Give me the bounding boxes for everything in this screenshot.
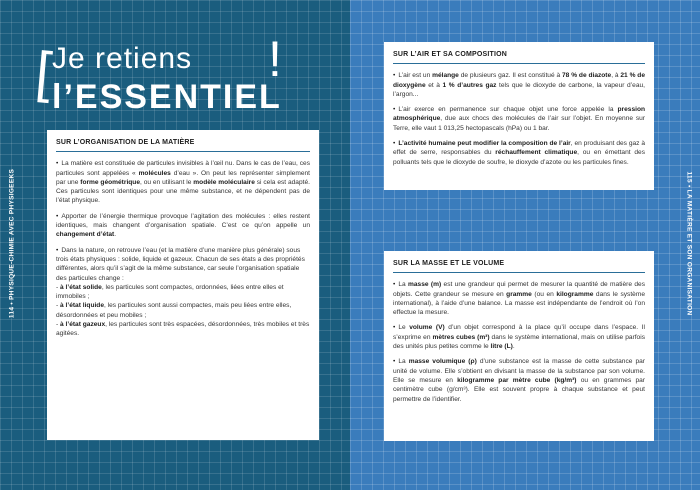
card-air-composition <box>384 42 654 190</box>
paragraph-volume: • Le volume (V) d’un objet correspond à la place qu’il occupe dans l’espace. Il s’exprime en mètres cubes (m³) dans le système international, mais on utilise parfois des unités plus petites comme le litre (L). <box>393 323 645 351</box>
paragraph-air-melange: • L’air est un mélange de plusieurs gaz. Il est constitué à 78 % de diazote, à 21 % de dioxygène et à 1 % d’autres gaz tels que le dioxyde de carbone, la vapeur d’eau, l’argon... <box>393 71 645 99</box>
paragraph-particules: • La matière est constituée de particules invisibles à l’œil nu. Dans le cas de l’eau, ces particules sont appelées « molécules d’eau ». On peut les représenter simplement par une forme géométrique, ou en utilisant le modèle moléculaire si cela est adapté. Ces particules sont identiques pour une même substance, et ne dépendent pas de l’état physique. <box>56 159 310 205</box>
right-page-running-header: 115 • LA MATIÈRE ET SON ORGANISATION <box>685 171 693 316</box>
paragraph-activite-humaine: • L’activité humaine peut modifier la composition de l’air, en produisant des gaz à effet de serre, responsables du réchauffement climatique, ou en émettant des polluants tels que le dioxyde de soufre, le dioxyde d’azote ou les particules fines. <box>393 139 645 167</box>
title-bracket-decoration: [ <box>33 39 55 104</box>
title-line-je-retiens: Je retiens <box>52 42 193 75</box>
card-title: SUR L’ORGANISATION DE LA MATIÈRE <box>56 138 310 152</box>
left-page-running-header: 114 • PHYSIQUE-CHIMIE AVEC PHYSIGEEKS <box>8 168 16 319</box>
card-organisation-matiere <box>47 130 319 440</box>
paragraph-masse: • La masse (m) est une grandeur qui permet de mesurer la quantité de matière des objets. Cette grandeur se mesure en gramme (ou en kilogramme dans le système international), à l’aide d’une balance. La masse est indépendante de l’endroit où l’on effectue la mesure. <box>393 280 645 317</box>
card-title: SUR L’AIR ET SA COMPOSITION <box>393 50 645 64</box>
paragraph-etats: • Dans la nature, on retrouve l’eau (et la matière d’une manière plus générale) sous trois états physiques : solide, liquide et gazeux. Chacun de ses états a des propriétés différentes, alors qu’il s’agit de la même substance, car seule l’organisation spatiale des particules change : - à l’état solide, les particules sont compactes, ordonnées, liées entre elles et immobiles ; - à l’état liquide, les particules sont aussi compactes, mais peu liées entre elles, désordonnées et peu mobiles ; - à l’état gazeux, les particules sont très espacées, désordonnées, très mobiles et très agitées. <box>56 246 310 339</box>
card-masse-volume <box>384 251 654 441</box>
list-item-solide: - à l’état solide, les particules sont compactes, ordonnées, liées entre elles et immobiles ; <box>56 283 284 301</box>
card-title: SUR LA MASSE ET LE VOLUME <box>393 259 645 273</box>
list-item-liquide: - à l’état liquide, les particules sont aussi compactes, mais peu liées entre elles, désordonnées et peu mobiles ; <box>56 302 292 319</box>
list-item-gazeux: - à l’état gazeux, les particules sont très espacées, désordonnées, très mobiles et très agitées. <box>56 321 310 338</box>
title-line-essentiel: l’ESSENTIEL <box>52 78 282 116</box>
paragraph-pression: • L’air exerce en permanence sur chaque objet une force appelée la pression atmosphérique, due aux chocs des molécules de l’air sur l’objet. En moyenne sur Terre, elle vaut 1 013,25 hectopascals (hPa) ou 1 bar. <box>393 105 645 133</box>
title-exclamation-decoration: ! <box>268 31 282 87</box>
paragraph-energie: • Apporter de l’énergie thermique provoque l’agitation des molécules : elles restent identiques, mais changent d’organisation spatiale. C’est ce qu’on appelle un changement d’état. <box>56 212 310 240</box>
paragraph-masse-volumique: • La masse volumique (ρ) d’une substance est la masse de cette substance par unité de volume. Elle s’obtient en divisant la masse de la substance par son volume. Elle se mesure en kilogramme par mètre cube (kg/m³) ou en grammes par centimètre cube (g/cm³). Elle est souvent propre à chaque substance et peut permettre de l’identifier. <box>393 357 645 403</box>
